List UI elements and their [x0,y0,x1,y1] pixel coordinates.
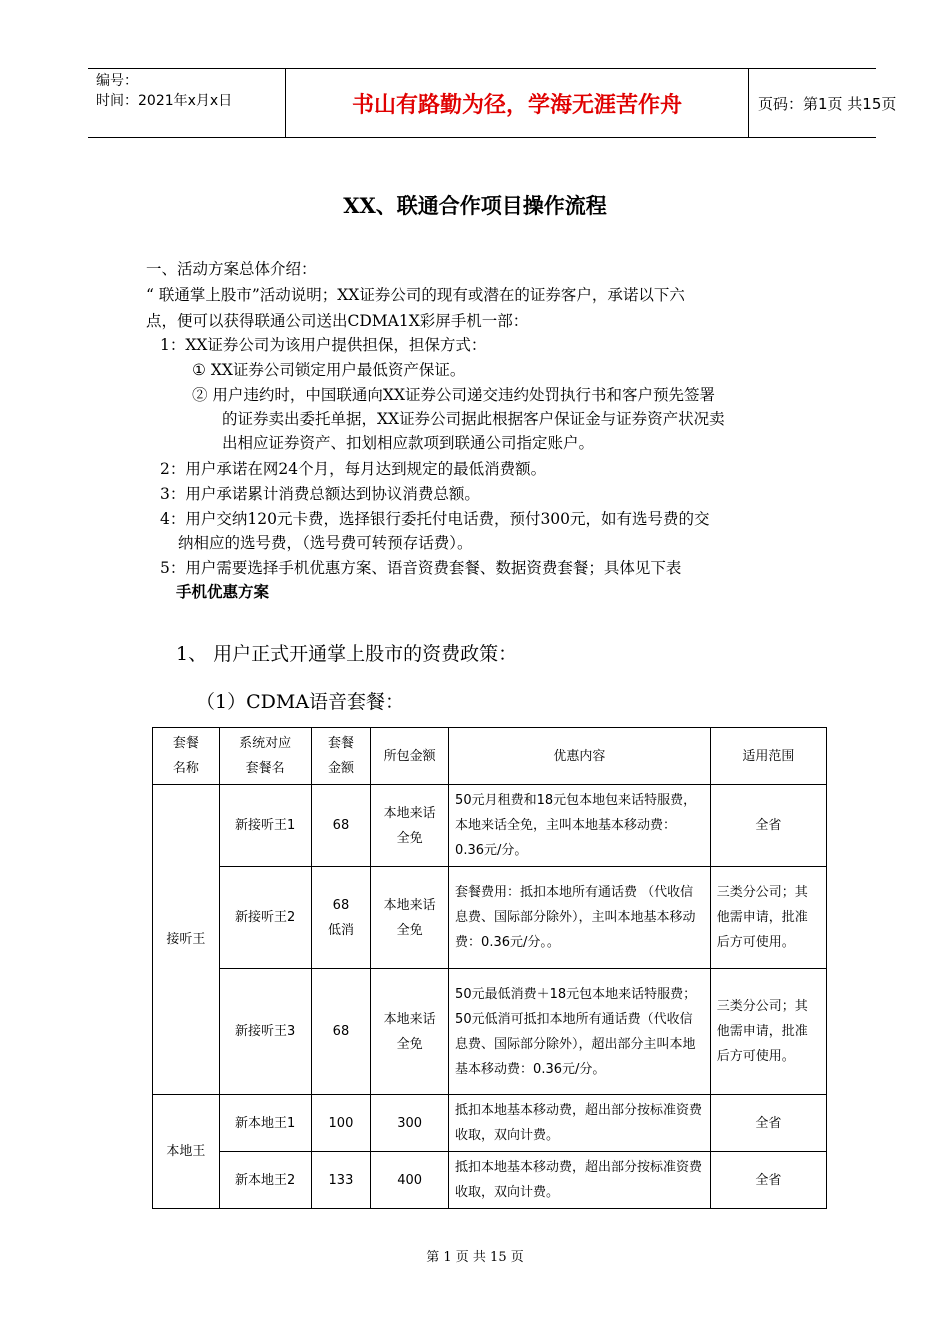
package-name-cell: 新接听王3 [219,969,311,1095]
content-cell: 抵扣本地基本移动费，超出部分按标准资费收取，双向计费。 [449,1152,711,1209]
scope-cell: 全省 [710,785,826,867]
table-row [153,785,827,867]
amount-cell: 133 [311,1152,371,1209]
table-header-cell: 套餐 名称 [153,728,220,785]
package-name-cell: 新本地王1 [219,1095,311,1152]
included-cell: 400 [371,1152,449,1209]
header-meta [88,69,286,137]
included-cell: 本地来话 全免 [371,785,449,867]
table-row [153,1152,827,1209]
document-time-label: 时间：2021年x月x日 [96,93,233,109]
subsection-heading: 1、 用户正式开通掌上股市的资费政策： [176,643,518,665]
header-page-label: 页码：第1页 共15页 [758,94,897,113]
list-item: 3：用户承诺累计消费总额达到协议消费总额。 [160,485,480,503]
group-cell: 接听王 [153,785,220,1095]
subsection-heading: （1）CDMA语音套餐： [196,691,405,713]
list-item: 2：用户承诺在网24个月，每月达到规定的最低消费额。 [160,460,547,478]
sub-list-item: ① XX证券公司锁定用户最低资产保证。 [192,361,466,379]
included-cell: 300 [371,1095,449,1152]
sub-list-item: ② 用户违约时，中国联通向XX证券公司递交违约处罚执行书和客户预先签署 [192,386,715,404]
page-header [88,68,897,138]
amount-cell: 100 [311,1095,371,1152]
table-header-cell: 优惠内容 [449,728,711,785]
list-item: 5：用户需要选择手机优惠方案、语音资费套餐、数据资费套餐；具体见下表 [160,559,682,577]
table-header-cell: 套餐 金额 [311,728,371,785]
included-cell: 本地来话 全免 [371,969,449,1095]
section-heading: 一、活动方案总体介绍： [146,260,317,278]
document-title: XX、联通合作项目操作流程 [343,193,607,218]
table-row [153,969,827,1095]
scope-cell: 三类分公司；其他需申请，批准后方可使用。 [710,969,826,1095]
sub-list-item-cont: 出相应证券资产、扣划相应款项到联通公司指定账户。 [222,434,595,452]
sub-list-item-cont: 的证券卖出委托单据，XX证券公司据此根据客户保证金与证券资产状况卖 [222,410,725,428]
table-header-cell: 适用范围 [710,728,826,785]
content-cell: 50元月租费和18元包本地包来话特服费，本地来话全免，主叫本地基本移动费：0.36元/分。 [449,785,711,867]
scope-cell: 三类分公司；其他需申请，批准后方可使用。 [710,867,826,969]
included-cell: 本地来话 全免 [371,867,449,969]
table-row [153,1095,827,1152]
package-name-cell: 新本地王2 [219,1152,311,1209]
table-header-cell: 系统对应 套餐名 [219,728,311,785]
list-item: 4：用户交纳120元卡费，选择银行委托付电话费，预付300元，如有选号费的交 [160,510,710,528]
scope-cell: 全省 [710,1152,826,1209]
amount-cell: 68 低消 [311,867,371,969]
intro-line: 点，便可以获得联通公司送出CDMA1X彩屏手机一部： [146,312,529,330]
content-cell: 50元最低消费＋18元包本地来话特服费；50元低消可抵扣本地所有通话费（代收信息费、国际部分除外），超出部分主叫本地基本移动费：0.36元/分。 [449,969,711,1095]
list-item-cont: 纳相应的选号费，（选号费可转预存话费）。 [178,534,473,552]
content-cell: 抵扣本地基本移动费，超出部分按标准资费收取，双向计费。 [449,1095,711,1152]
group-cell: 本地王 [153,1095,220,1209]
document-number-label: 编号： [96,73,138,89]
package-name-cell: 新接听王1 [219,785,311,867]
table-row [153,867,827,969]
amount-cell: 68 [311,969,371,1095]
amount-cell: 68 [311,785,371,867]
table-header-cell: 所包金额 [371,728,449,785]
scope-cell: 全省 [710,1095,826,1152]
header-motto: 书山有路勤为径，学海无涯苦作舟 [286,69,749,137]
page-footer: 第 1 页 共 15 页 [426,1250,524,1265]
table-header-row [153,728,827,785]
content-cell: 套餐费用：抵扣本地所有通话费 （代收信息费、国际部分除外），主叫本地基本移动费：0.36元/分。。 [449,867,711,969]
tariff-table [152,727,827,1209]
package-name-cell: 新接听王2 [219,867,311,969]
bold-heading: 手机优惠方案 [176,583,270,601]
list-item: 1：XX证券公司为该用户提供担保，担保方式： [160,336,487,354]
intro-line: “ 联通掌上股市”活动说明；XX证券公司的现有或潜在的证券客户，承诺以下六 [146,286,685,304]
